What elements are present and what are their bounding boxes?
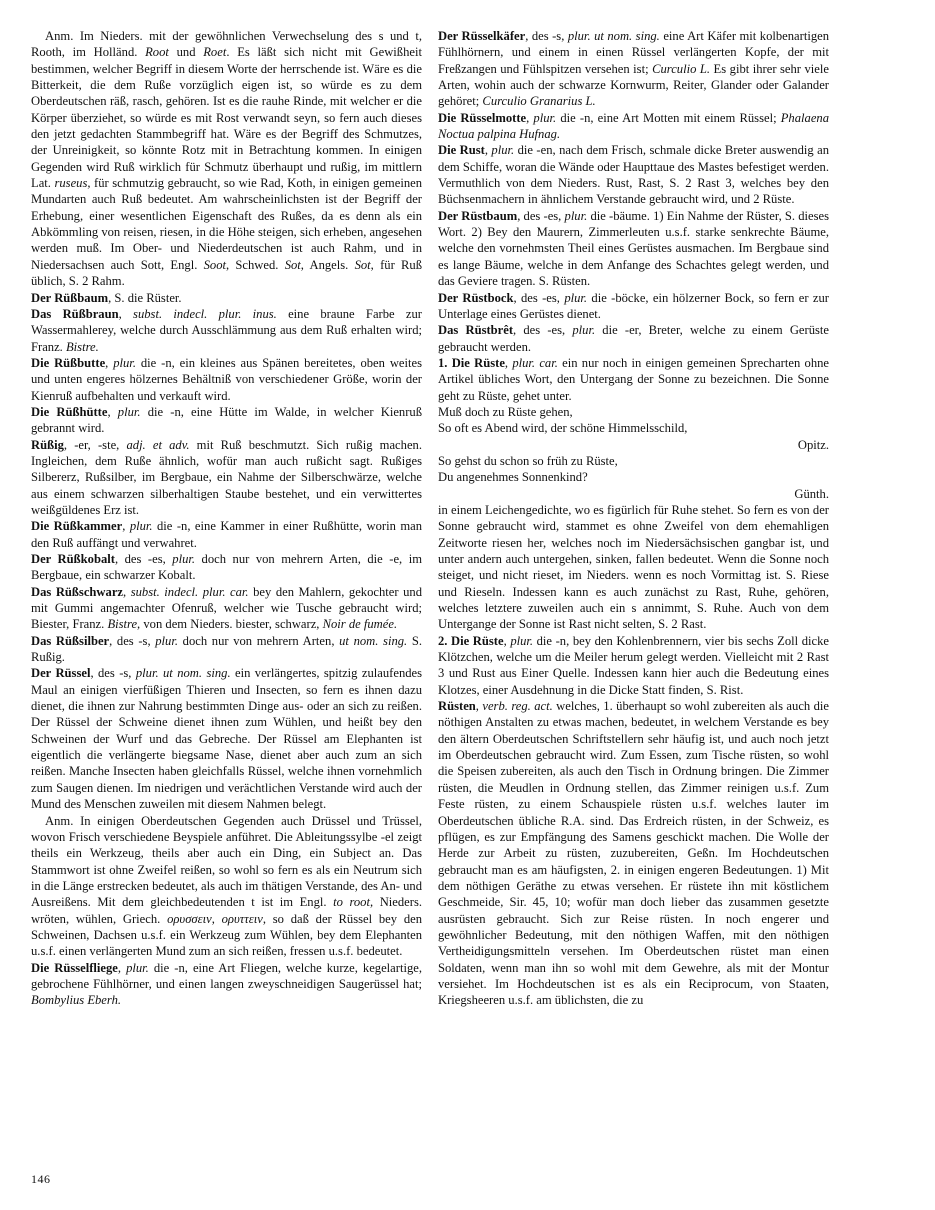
italic-text: plur. [491, 143, 515, 158]
entry-text: . Es läßt sich nicht mit Gewißheit bestimmen, welcher Begriff in diesem Worte der herrschende ist. Wäre es die Bitterkeit, die dem Ruße vorzüglich eigen ist, so würde es zu dem Oberdeutschen räß, rasch, gehören. Ist es die rauhe Rinde, mit welcher er die Körper überziehet, so würde es mit Rost verwandt seyn, so fern auch dieses den jetzt gedachten Stammbegriff hat. Wäre es der Begriff des Schmutzes, der Unreinigkeit, so könnte Rotz mit in Betrachtung kommen. In einigen Gegenden wird Ruß wirklich für Schmutz überhaupt und rußig, im mittlern Lat. [31, 45, 422, 191]
dictionary-entry [31, 551, 422, 584]
dictionary-entry [31, 404, 422, 437]
headword: 2. Die Rüste [438, 633, 504, 648]
headword: Der Rüstbaum [438, 208, 518, 223]
right-column-entries-top [438, 28, 829, 404]
dictionary-entry [438, 290, 829, 323]
italic-text: plur. ut nom. sing. [135, 666, 231, 681]
italic-text: ut nom. sing. [339, 633, 408, 648]
italic-text: subst. indecl. plur. car. [130, 584, 249, 599]
entry-text: welches, 1. überhaupt so wohl zubereiten als auch die nöthigen Anstalten zu etwas machen, bedeutet, in welchem Verstande es bey den ältern Oberdeutschen Schriftstellern sehr häufig ist, und auch noch jetzt im Oberdeutschen gebraucht wird. Zum Essen, zum Tische rüsten, so wohl die Speisen zubereiten, als auch den Tisch in Ordnung bringen. Die Zimmer rüsten, die Meudlen in Ordnung stellen, das Zimmer reinigen u.s.f. Zum Feste rüsten, zu einem Schauspiele rüsten u.s.f. welches lauter im Oberdeutschen übliche R.A. sind. Das Erdreich rüsten, in der Schweiz, es pflügen, es zur Empfängung des Samens geschickt machen. Die Wolle der Herde zur Arbeit zu rüsten, zuzubereiten, Geßn. Im Hochdeutschen gebraucht man es am häufigsten, 2. in einigen engeren Bedeutungen. 1) Mit dem nöthigen Geräthe zu etwas versehen. Er rüstete ihn mit köstlichem Geschmeide, Sir. 45, 10; wofür man doch lieber das zusammen gesetzte ausrüsten gebraucht. Sich zur Reise rüsten. In noch engerer und gewöhnlicher Bedeutung, mit den nöthigen Waffen, mit den nöthigen Vertheidigungsmitteln versehen. Im Oberdeutschen rüstet man einen Soldaten, wenn man ihn so wohl mit dem Gewehre, als mit der Montur versiehet. Im Hochdeutschen ist es als ein Reciprocum, von Staaten, Kriegsheeren u.s.f. am üblichsten, die zu [438, 699, 830, 1008]
italic-text: plur. [172, 552, 196, 566]
italic-text: plur. [564, 290, 588, 305]
headword: Das Rüstbrêt [438, 323, 514, 338]
headword: Der Rüßkobalt [31, 552, 115, 566]
entry-text: , S. die Rüster. [108, 290, 182, 305]
italic-text: ruseus, [54, 176, 91, 191]
italic-text: ορυττειν [221, 911, 263, 926]
entry-text: , [484, 143, 492, 158]
dictionary-entry [31, 355, 422, 404]
entry-text: von dem Nieders. biester, schwarz, [140, 617, 323, 632]
entry-text: Anm. In einigen Oberdeutschen Gegenden auch Drüssel und Trüssel, wovon Frisch verschiedene Beyspiele anführet. Die Ableitungssylbe -el zeigt theils ein Werkzeug, theils aber auch ein Ding, ein Subject an. Das Stammwort ist ohne Zweifel reißen, so wohl so fern es als ein Neutrum sich in die Länge erstrecken bedeutet, als auch im thätigen Verstande, des An- und Ausreißens. Mit dem gleichbedeutenden t ist im Engl. [31, 813, 422, 910]
headword: Die Rust [438, 143, 485, 158]
entry-text: eine Art Käfer mit kolbenartigen Fühlhörnern, und einem in einen Rüssel verlängerten Kopfe, der mit Freßzangen und Fühlspitzen versehen ist; [438, 29, 830, 76]
headword: Der Rüssel [31, 666, 91, 681]
italic-text: adj. et adv. [126, 437, 190, 452]
entry-text: doch nur von mehrern Arten, die -e, im Bergbaue, ein schwarzer Kobalt. [31, 552, 423, 583]
entry-text: , des -es, [517, 208, 565, 223]
verse-line: Muß doch zu Rüste gehen, [438, 404, 573, 419]
headword: Die Rüsselfliege [31, 960, 118, 975]
dictionary-entry [31, 665, 422, 812]
dictionary-entry [438, 110, 829, 143]
entry-text: , Schwed. [226, 257, 285, 272]
italic-text: plur. [510, 633, 534, 648]
verse-attribution: Günth. [794, 486, 829, 501]
entry-text: , [123, 584, 131, 599]
left-column [31, 28, 422, 1009]
dictionary-entry [438, 633, 829, 698]
italic-text: verb. reg. act. [482, 699, 553, 714]
verse-line: So gehst du schon so früh zu Rüste, [438, 453, 618, 468]
entry-text: in einem Leichengedichte, wo es figürlich für Ruhe stehet. So fern es von der Sonne gebraucht wird, stammet es ohne Zweifel von dem ehemahligen Zeitworte riesen her, welches noch im Niedersächsischen gangbar ist, und unter andern auch untergehen, sinken, fallen bedeutet. Wenn die Sonne noch steiget, und nicht rieset, im Nieders. wenn es noch Vormittag ist. S. Riese und Rieseln. Indessen kann es auch zunächst zu Rast, Ruhe, gehören, welches letztere zuweilen auch ein s annimmt, S. Ruhe. Auch von dem Untergange der Sonne ist Rast nicht selten, S. 2 Rast. [438, 502, 829, 632]
entry-text: ein nur noch in einigen gemeinen Sprecharten ohne Artikel übliches Wort, den Untergang der Sonne zu bezeichnen. Die Sonne geht zu Rüste, gehet unter. [438, 355, 829, 403]
entry-text: , [475, 699, 483, 714]
entry-text: , [526, 110, 534, 125]
entry-text: die -n, eine Hütte im Walde, in welcher Kienruß gebrannt wird. [31, 404, 423, 436]
dictionary-entry [438, 142, 829, 207]
headword: Rüsten [438, 699, 476, 714]
entry-text: , -er, -ste, [63, 437, 127, 452]
headword: Die Rüsselmotte [438, 110, 527, 125]
entry-text: und [168, 45, 204, 60]
dictionary-entry [438, 502, 829, 633]
italic-text: plur. car. [512, 355, 558, 370]
dictionary-entry [31, 960, 422, 1009]
entry-text: die -er, Breter, welche zu einem Gerüste gebraucht werden. [438, 323, 830, 354]
italic-text: plur. [155, 633, 178, 648]
entry-text: Nieders. wröten, wühlen, Griech. [31, 895, 423, 926]
entry-text: die -n, bey den Kohlenbrennern, vier bis sechs Zoll dicke Klötzchen, welche um die Meiler herum gelegt werden. Vielleicht mit 2 Rast 3 und Rust aus Einer Quelle. Indessen kann hier auch die Bedeutung eines Klotzes, einer Ausdehnung in die Dicke Statt finden, S. Rist. [438, 633, 830, 697]
page-number: 146 [31, 1172, 51, 1186]
entry-text: , [122, 519, 130, 534]
headword: Das Rüßschwarz [31, 584, 124, 599]
entry-text: , [117, 960, 127, 975]
headword: Die Rüßhütte [31, 404, 108, 419]
italic-text: Bistre, [107, 617, 141, 632]
verse-quote-guenther [438, 453, 829, 502]
entry-text: , für Ruß üblich, S. 2 Rahm. [31, 257, 423, 289]
right-column-entries-bottom [438, 502, 829, 1009]
headword: Der Rüstbock [438, 290, 514, 305]
italic-text: Roet [203, 45, 227, 60]
italic-text: Root [145, 45, 169, 60]
entry-text: , [107, 404, 118, 419]
entry-text: , so daß der Rüssel bey den Schweinen, Dachsen u.s.f. ein Werkzeug zum Wühlen, bey dem Elephanten u.s.f. einen verlängerten Mund zum an sich reißen, fressen u.s.f. bedeutet. [31, 911, 422, 959]
entry-text: die -n, ein kleines aus Spänen bereitetes, oben weites und unten engeres hölzernes Behältniß von verschiedener Größe, worin der Kienruß aufbehalten und verkauft wird. [31, 355, 422, 403]
italic-text: Curculio L. [652, 61, 711, 76]
entry-text: bey den Mahlern, gekochter und mit Gummi angemachter Ofenruß, welcher wie Tusche gebraucht wird; Biester, Franz. [31, 584, 422, 632]
dictionary-entry [31, 584, 422, 633]
dictionary-entry [31, 437, 422, 519]
dictionary-entry [438, 322, 829, 355]
entry-text: ein verlängertes, spitzig zulaufendes Maul an einigen vierfüßigen Thieren und Insecten, so fern es ihnen dazu dienet, die ihnen zur Nahrung bestimmten Dinge aus- oder an sich zu reißen. Der Rüssel der Schweine dienet ihnen zum Wühlen, und heißt bey den Schweinen der Wurf und das Gebreche. Der Rüssel am Elephanten ist eigentlich die verlängerte biegsame Nase, dienet aber auch zum an sich reißen. Manche Insecten haben gleichfalls Rüssel, welche ihnen vornehmlich zum Saugen dienen. Im niedrigen und verächtlichen Verstande wird auch der Mund des Menschen zuweilen mit diesem Nahmen belegt. [31, 666, 423, 812]
entry-text: die -en, nach dem Frisch, schmale dicke Breter auswendig an dem Schiffe, woran die Wände oder Haupttaue des Mastes befestiget werden. Vermuthlich von dem Nieders. Rust, Rast, S. 2 Rast 3, welches bey den Büchsenmachern in ähnlichem Verstande gebraucht wird, und 2 Rüste. [438, 143, 830, 207]
italic-text: Soot [203, 257, 226, 272]
entry-text: S. Rußig. [31, 633, 423, 665]
entry-text: die -böcke, ein hölzerner Bock, so fern er zur Unterlage eines Gerüstes dienet. [438, 290, 829, 321]
italic-text: plur. [126, 960, 149, 975]
dictionary-entry [438, 208, 829, 290]
entry-text: die -bäume. 1) Ein Nahme der Rüster, S. dieses Wort. 2) Bey den Maurern, Zimmerleuten u.s.f. starke senkrechte Bäume, welche den vornehmsten Theil eines Gerüstes ausmachen. Im Bergbaue sind es lange Bäume, welche in dem Anfange des Schachtes gelegt werden, und das Geviere tragen. S. Rüsten. [438, 208, 830, 289]
entry-text: eine braune Farbe zur Wassermahlerey, welche durch Ausschlämmung aus dem Ruß erhalten wird; Franz. [31, 306, 422, 354]
headword: Der Rüßbaum [31, 290, 109, 305]
italic-text: plur. [129, 519, 153, 534]
italic-text: Noir de fumée. [322, 617, 398, 632]
italic-text: to root, [333, 895, 374, 910]
italic-text: subst. indecl. plur. inus. [133, 306, 277, 321]
entry-text: , des -es, [513, 290, 565, 305]
entry-text: für schmutzig gebraucht, so wie Rad, Koth, in einigen gemeinen Mundarten auch Ruß bedeutet. Am wahrscheinlichsten ist der Begriff der Erhebung, einer wesentlichen Eigenschaft des Rußes, da es denn als ein Abkömmling von reisen, riesen, in die Höhe steigen, sich erheben, angesehen werden muß. Im Ober- und Niederdeutschen ist auch Rahm, und in Niedersachsen auch Sott, Engl. [31, 176, 422, 272]
dictionary-entry [31, 813, 422, 960]
headword: Rüßig [31, 437, 64, 452]
headword: 1. Die Rüste [438, 355, 505, 370]
italic-text: ορυσσειν [167, 911, 212, 926]
headword: Das Rüßsilber [31, 633, 110, 648]
entry-text: , des -s, [90, 666, 136, 681]
entry-text: , [503, 633, 511, 648]
verse-line: So oft es Abend wird, der schöne Himmelsschild, [438, 421, 688, 436]
entry-text: Es gibt ihrer sehr viele Arten, wohin auch der schwarze Kornwurm, Reiter, Glander oder Galander gehöret; [438, 61, 829, 109]
italic-text: Sot [284, 257, 301, 272]
entry-text: mit Ruß beschmutzt. Sich rußig machen. Ingleichen, dem Ruße ähnlich, wofür man auch rußicht sagt. Rußiges Silbererz, Rußsilber, im Bergbaue, ein Nahme der Silberschwärze, welche aus einem schwarzen silberhaltigen Staube bestehet, und ein verwittertes weißgüldenes Erz ist. [31, 437, 422, 517]
dictionary-entry [438, 355, 829, 404]
italic-text: plur. [113, 355, 136, 370]
entry-text: die -n, eine Art Fliegen, welche kurze, kegelartige, gebrochene Fühlhörner, und einen langen zweyschneidigen Saugerüssel hat; [31, 960, 422, 991]
italic-text: Sot [354, 257, 371, 272]
entry-text: , [211, 911, 222, 926]
entry-text: , [504, 355, 513, 370]
entry-text: Anm. Im Nieders. mit der gewöhnlichen Verwechselung des s und t, Rooth, im Holländ. [31, 29, 422, 60]
entry-text: , Angels. [300, 257, 355, 272]
headword: Der Rüsselkäfer [438, 29, 526, 43]
dictionary-entry [31, 518, 422, 551]
italic-text: plur. [117, 404, 141, 419]
italic-text: plur. [564, 208, 588, 223]
entry-text: , des -s, [109, 633, 156, 648]
verse-attribution: Opitz. [797, 437, 829, 452]
entry-text: die -n, eine Kammer in einer Rußhütte, worin man den Ruß auffängt und verwahret. [31, 519, 423, 550]
italic-text: plur. ut nom. sing. [567, 29, 660, 43]
entry-text: , [118, 306, 134, 321]
verse-line: Du angenehmes Sonnenkind? [438, 470, 588, 485]
headword: Die Rüßbutte [31, 355, 106, 370]
italic-text: plur. [572, 323, 596, 338]
headword: Die Rüßkammer [31, 519, 123, 534]
italic-text: Curculio Granarius L. [482, 94, 596, 109]
entry-text: , des -es, [513, 323, 573, 338]
dictionary-entry [31, 306, 422, 355]
right-column [438, 28, 829, 1009]
dictionary-entry [31, 28, 422, 290]
headword: Das Rüßbraun [31, 306, 119, 321]
verse-quote-opitz [438, 404, 829, 453]
entry-text: doch nur von mehrern Arten, [178, 633, 340, 648]
dictionary-entry [31, 633, 422, 666]
entry-text: , des -es, [114, 552, 173, 566]
entry-text: , des -s, [525, 29, 568, 43]
entry-text: die -n, eine Art Motten mit einem Rüssel; [556, 110, 781, 125]
dictionary-entry [438, 28, 829, 110]
dictionary-entry [438, 698, 829, 1009]
italic-text: Bombylius Eberh. [31, 993, 122, 1008]
italic-text: Bistre. [65, 339, 99, 354]
italic-text: Phalaena Noctua palpina Hufnag. [438, 110, 830, 142]
dictionary-entry [31, 290, 422, 306]
italic-text: plur. [533, 110, 557, 125]
entry-text: , [105, 355, 114, 370]
